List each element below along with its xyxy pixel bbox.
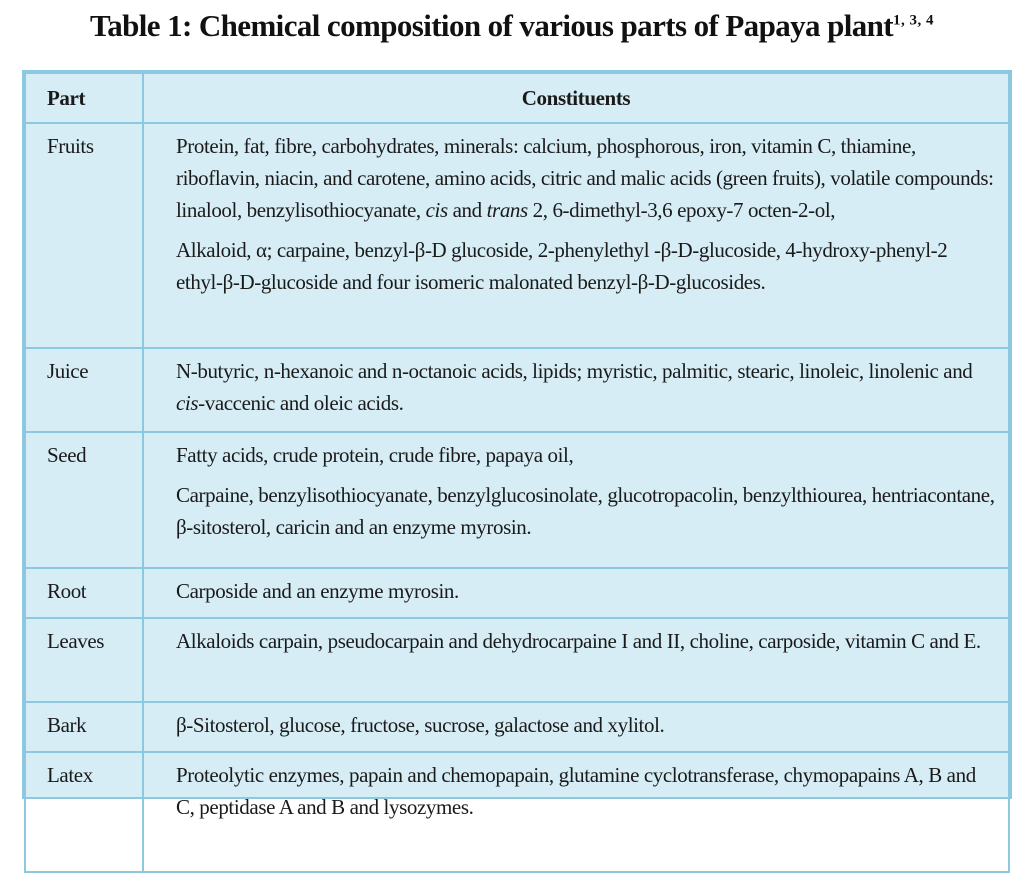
table-row [25, 702, 1009, 752]
table-body [25, 123, 1009, 872]
row-constituents [143, 752, 1009, 872]
row-constituents [143, 702, 1009, 752]
row-part-label: Fruits [25, 123, 143, 348]
constituents-paragraph [176, 625, 998, 657]
row-part-label: Latex [25, 752, 143, 872]
title-reference-superscript: 1, 3, 4 [893, 12, 934, 29]
text-segment: Alkaloids carpain, pseudocarpain and dehydrocarpaine I and II, choline, carposide, vitamin C and E. [176, 629, 981, 653]
text-segment: β-Sitosterol, glucose, fructose, sucrose, galactose and xylitol. [176, 713, 665, 737]
text-segment: -vaccenic and oleic acids. [198, 391, 404, 415]
constituents-paragraph [176, 709, 998, 741]
row-constituents [143, 618, 1009, 702]
table-row [25, 618, 1009, 702]
table-row [25, 348, 1009, 432]
table-title [0, 8, 1024, 44]
header-part: Part [25, 73, 143, 123]
text-segment: Carpaine, benzylisothiocyanate, benzylglucosinolate, glucotropacolin, benzylthiourea, hentriacontane, β-sitosterol, caricin and an enzyme myrosin. [176, 483, 995, 539]
row-part-label: Bark [25, 702, 143, 752]
constituents-paragraph [176, 479, 998, 543]
constituents-paragraph [176, 439, 998, 471]
constituents-paragraph [176, 234, 998, 298]
text-segment: 2, 6-dimethyl-3,6 epoxy-7 octen-2-ol, [527, 198, 836, 222]
table-row [25, 568, 1009, 618]
constituents-paragraph [176, 575, 998, 607]
row-constituents [143, 348, 1009, 432]
constituents-paragraph [176, 130, 998, 226]
text-segment: Proteolytic enzymes, papain and chemopapain, glutamine cyclotransferase, chymopapains A, B and C, peptidase A and B and lysozymes. [176, 763, 976, 819]
text-segment: Protein, fat, fibre, carbohydrates, minerals: calcium, phosphorous, iron, vitamin C, thiamine, riboflavin, niacin, and carotene, amino acids, citric and malic acids (green fruits), volatile compounds: linalool, benzylisothiocyanate, [176, 134, 994, 222]
row-constituents [143, 123, 1009, 348]
constituents-paragraph [176, 355, 998, 419]
table-title-text: Table 1: Chemical composition of various parts of Papaya plant [90, 8, 893, 43]
text-segment: and [447, 198, 487, 222]
table-header-row [25, 73, 1009, 123]
row-part-label: Seed [25, 432, 143, 568]
text-segment: Alkaloid, α; carpaine, benzyl-β-D glucoside, 2-phenylethyl -β-D-glucoside, 4-hydroxy-phenyl-2 ethyl-β-D-glucoside and four isomeric malonated benzyl-β-D-glucosides. [176, 238, 948, 294]
composition-table [24, 72, 1010, 873]
row-constituents [143, 432, 1009, 568]
composition-table-container [22, 70, 1012, 819]
table-row [25, 752, 1009, 872]
header-constituents: Constituents [143, 73, 1009, 123]
italic-text-segment: cis [176, 391, 199, 415]
text-segment: Fatty acids, crude protein, crude fibre, papaya oil, [176, 443, 574, 467]
row-part-label: Leaves [25, 618, 143, 702]
text-segment: N-butyric, n-hexanoic and n-octanoic acids, lipids; myristic, palmitic, stearic, linoleic, linolenic and [176, 359, 973, 383]
italic-text-segment: cis [425, 198, 448, 222]
table-row [25, 432, 1009, 568]
row-constituents [143, 568, 1009, 618]
row-part-label: Juice [25, 348, 143, 432]
italic-text-segment: trans [486, 198, 528, 222]
row-part-label: Root [25, 568, 143, 618]
text-segment: Carposide and an enzyme myrosin. [176, 579, 459, 603]
constituents-paragraph [176, 759, 998, 823]
table-row [25, 123, 1009, 348]
